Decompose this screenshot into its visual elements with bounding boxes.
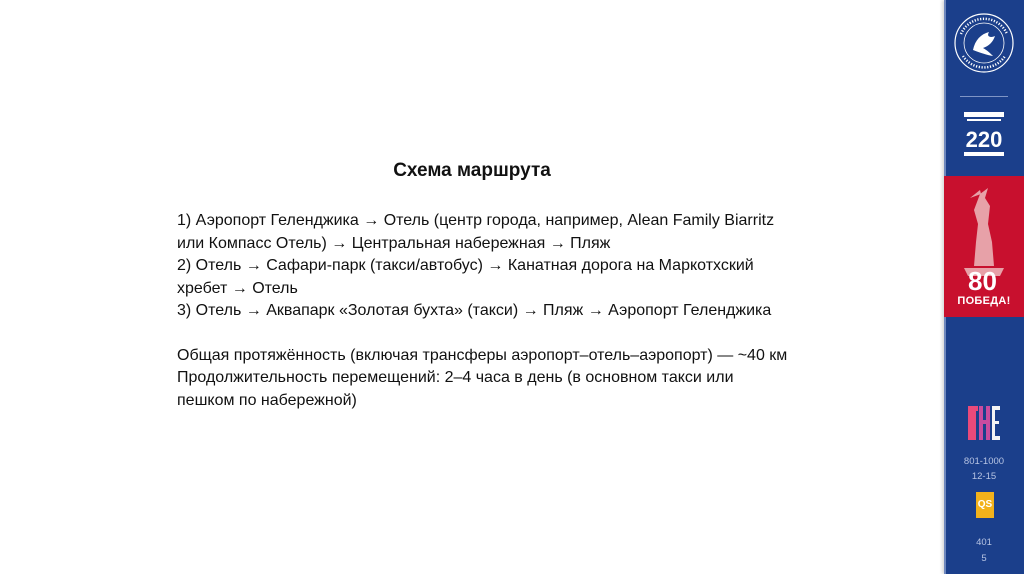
victory-banner (944, 176, 1024, 317)
qs-rank-line: 401 (976, 537, 992, 548)
qs-rank-line: 5 (981, 553, 987, 564)
220-years-icon (961, 110, 1007, 158)
route-text (177, 210, 867, 412)
the-rank-line: 12-15 (971, 471, 997, 482)
route-line: 1) Аэропорт Геленджика → Отель (центр города, например, Alean Family Biarritz (177, 212, 775, 229)
victory-number: 80 (968, 266, 997, 296)
victory-text: ПОБЕДА! (957, 295, 1011, 307)
svg-text:220: 220 (965, 127, 1003, 152)
summary-line: Продолжительность перемещений: 2–4 часа в день (в основном такси или (177, 369, 734, 386)
the-ranking-icon (968, 406, 1000, 440)
the-rank-line: 801-1000 (963, 456, 1005, 467)
slide-title: Схема маршрута (393, 160, 551, 181)
spacer (177, 323, 867, 345)
route-line: 3) Отель → Аквапарк «Золотая бухта» (такси) → Пляж → Аэропорт Геленджика (177, 302, 772, 319)
summary-line: пешком по набережной) (177, 391, 357, 409)
route-line: 2) Отель → Сафари-парк (такси/автобус) → Канатная дорога на Маркотхский (177, 257, 754, 274)
sidebar-divider (960, 96, 1008, 97)
summary-line: Общая протяжённость (включая трансферы аэропорт–отель–аэропорт) — ~40 км (177, 346, 788, 364)
route-line: или Компасс Отель) → Центральная набережная → Пляж (177, 234, 611, 252)
qs-ranking-icon: QS (976, 492, 994, 518)
sidebar (944, 0, 1024, 574)
route-line: хребет → Отель (177, 279, 298, 297)
kfu-emblem-icon (953, 12, 1015, 74)
